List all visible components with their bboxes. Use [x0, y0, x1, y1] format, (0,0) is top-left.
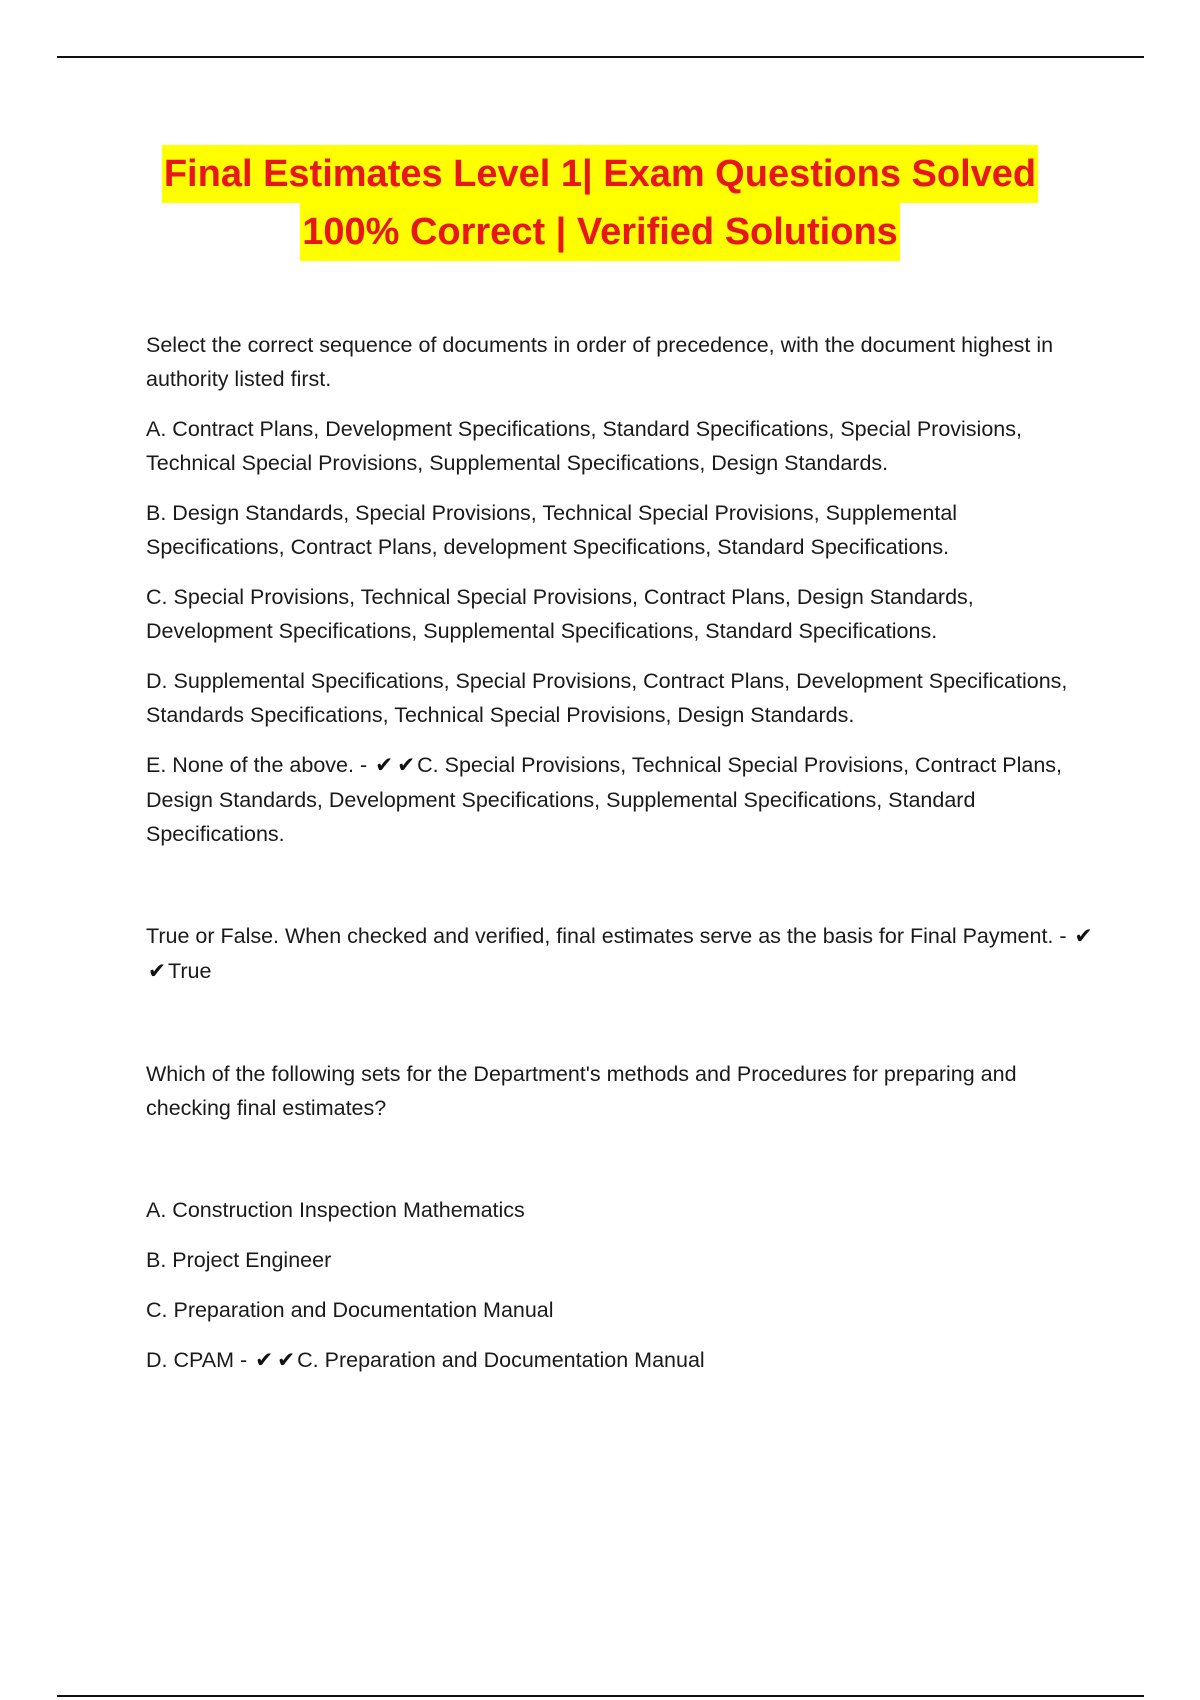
q2-prompt-with-answer	[146, 919, 1096, 989]
document-body	[146, 328, 1096, 1378]
check-icon: ✔	[255, 1348, 274, 1373]
q1-option-c: C. Special Provisions, Technical Special Provisions, Contract Plans, Design Standards, Development Specifications, Supplemental Specifications, Standard Specifications.	[146, 585, 974, 643]
q1-option-e-with-answer	[146, 748, 1096, 851]
q2-answer: True	[168, 959, 212, 983]
q3-option-d-with-answer	[146, 1343, 1096, 1378]
q3-option-a: A. Construction Inspection Mathematics	[146, 1198, 525, 1222]
q1-prompt: Select the correct sequence of documents in order of precedence, with the document highest in authority listed first.	[146, 333, 1054, 391]
title-line-2: 100% Correct | Verified Solutions	[300, 203, 900, 261]
check-icon: ✔	[375, 753, 394, 778]
q1-option-a: A. Contract Plans, Development Specifications, Standard Specifications, Special Provisions, Technical Special Provisions, Supplemental Specifications, Design Standards.	[146, 417, 1022, 475]
check-icon: ✔	[1074, 924, 1093, 949]
q1-option-d: D. Supplemental Specifications, Special Provisions, Contract Plans, Development Specifications, Standards Specifications, Technical Special Provisions, Design Standards.	[146, 669, 1068, 727]
check-icon: ✔	[148, 959, 167, 984]
q3-prompt: Which of the following sets for the Department's methods and Procedures for preparing and checking final estimates?	[146, 1062, 1017, 1120]
q3-option-c: C. Preparation and Documentation Manual	[146, 1298, 554, 1322]
top-divider	[57, 56, 1144, 58]
title-line-1: Final Estimates Level 1| Exam Questions Solved	[162, 145, 1038, 203]
q3-option-b: B. Project Engineer	[146, 1248, 332, 1272]
q1-option-e: E. None of the above. -	[146, 753, 368, 777]
q3-option-d: D. CPAM -	[146, 1348, 248, 1372]
document-title	[100, 145, 1100, 261]
q1-option-b: B. Design Standards, Special Provisions, Technical Special Provisions, Supplemental Specifications, Contract Plans, development Specifications, Standard Specifications.	[146, 501, 958, 559]
check-icon: ✔	[277, 1348, 296, 1373]
q2-prompt: True or False. When checked and verified, final estimates serve as the basis for Final Payment. -	[146, 924, 1067, 948]
q1-answer: C. Special Provisions, Technical Special Provisions, Contract Plans, Design Standards, Development Specifications, Supplemental Specifications, Standard Specifications.	[146, 753, 1063, 846]
q3-answer: C. Preparation and Documentation Manual	[297, 1348, 705, 1372]
bottom-divider	[57, 1695, 1144, 1697]
check-icon: ✔	[397, 753, 416, 778]
